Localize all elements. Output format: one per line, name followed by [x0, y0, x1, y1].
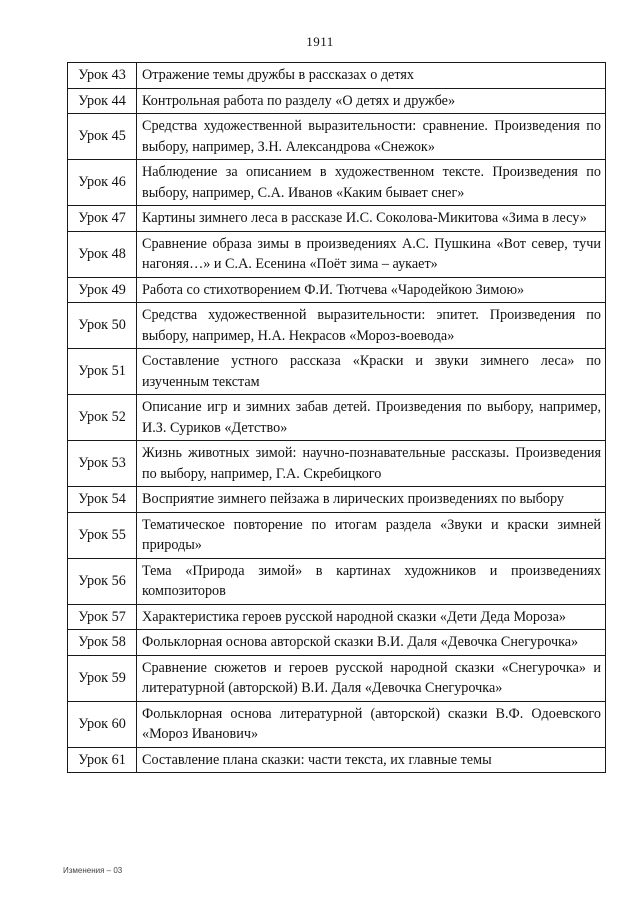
lesson-number-cell: Урок 51 [68, 349, 137, 395]
lesson-number-cell: Урок 49 [68, 277, 137, 303]
lesson-topic-cell: Составление устного рассказа «Краски и звуки зимнего леса» по изученным текстам [137, 349, 606, 395]
lesson-topic-cell: Сравнение образа зимы в произведениях А.С. Пушкина «Вот север, тучи нагоняя…» и С.А. Есенина «Поёт зима – аукает» [137, 231, 606, 277]
table-row [68, 747, 606, 773]
table-row [68, 487, 606, 513]
table-row [68, 395, 606, 441]
table-row [68, 604, 606, 630]
lesson-number-cell: Урок 60 [68, 701, 137, 747]
lesson-number-cell: Урок 46 [68, 160, 137, 206]
lesson-number-cell: Урок 56 [68, 558, 137, 604]
table-row [68, 277, 606, 303]
lesson-number-cell: Урок 43 [68, 63, 137, 89]
table-row [68, 231, 606, 277]
lesson-topic-cell: Тема «Природа зимой» в картинах художников и произведениях композиторов [137, 558, 606, 604]
lesson-number-cell: Урок 57 [68, 604, 137, 630]
table-row [68, 160, 606, 206]
lesson-number-cell: Урок 44 [68, 88, 137, 114]
table-row [68, 655, 606, 701]
lesson-topic-cell: Картины зимнего леса в рассказе И.С. Соколова-Микитова «Зима в лесу» [137, 206, 606, 232]
lesson-number-cell: Урок 47 [68, 206, 137, 232]
lessons-table-body [68, 63, 606, 773]
lesson-number-cell: Урок 55 [68, 512, 137, 558]
table-row [68, 114, 606, 160]
lesson-topic-cell: Характеристика героев русской народной сказки «Дети Деда Мороза» [137, 604, 606, 630]
table-row [68, 206, 606, 232]
table-row [68, 441, 606, 487]
lesson-topic-cell: Жизнь животных зимой: научно-познавательные рассказы. Произведения по выбору, например, Г.А. Скребицкого [137, 441, 606, 487]
table-row [68, 701, 606, 747]
table-row [68, 88, 606, 114]
lesson-number-cell: Урок 59 [68, 655, 137, 701]
table-row [68, 349, 606, 395]
page-number: 1911 [306, 34, 334, 49]
table-row [68, 63, 606, 89]
table-row [68, 630, 606, 656]
lesson-topic-cell: Контрольная работа по разделу «О детях и дружбе» [137, 88, 606, 114]
lesson-number-cell: Урок 52 [68, 395, 137, 441]
lesson-number-cell: Урок 61 [68, 747, 137, 773]
lesson-number-cell: Урок 50 [68, 303, 137, 349]
lesson-number-cell: Урок 54 [68, 487, 137, 513]
lesson-number-cell: Урок 53 [68, 441, 137, 487]
lesson-topic-cell: Фольклорная основа литературной (авторской) сказки В.Ф. Одоевского «Мороз Иванович» [137, 701, 606, 747]
lesson-topic-cell: Средства художественной выразительности: сравнение. Произведения по выбору, например, З.Н. Александрова «Снежок» [137, 114, 606, 160]
table-row [68, 303, 606, 349]
lesson-number-cell: Урок 48 [68, 231, 137, 277]
table-row [68, 558, 606, 604]
lesson-topic-cell: Тематическое повторение по итогам раздела «Звуки и краски зимней природы» [137, 512, 606, 558]
lesson-number-cell: Урок 45 [68, 114, 137, 160]
lesson-topic-cell: Наблюдение за описанием в художественном тексте. Произведения по выбору, например, С.А. Иванов «Каким бывает снег» [137, 160, 606, 206]
footer-note: Изменения – 03 [63, 866, 123, 875]
table-row [68, 512, 606, 558]
lesson-topic-cell: Средства художественной выразительности: эпитет. Произведения по выбору, например, Н.А. Некрасов «Мороз-воевода» [137, 303, 606, 349]
lesson-topic-cell: Восприятие зимнего пейзажа в лирических произведениях по выбору [137, 487, 606, 513]
lesson-number-cell: Урок 58 [68, 630, 137, 656]
lessons-table [67, 62, 606, 773]
lesson-topic-cell: Составление плана сказки: части текста, их главные темы [137, 747, 606, 773]
lesson-topic-cell: Работа со стихотворением Ф.И. Тютчева «Чародейкою Зимою» [137, 277, 606, 303]
lesson-topic-cell: Описание игр и зимних забав детей. Произведения по выбору, например, И.З. Суриков «Детство» [137, 395, 606, 441]
lesson-topic-cell: Отражение темы дружбы в рассказах о детях [137, 63, 606, 89]
lesson-topic-cell: Фольклорная основа авторской сказки В.И. Даля «Девочка Снегурочка» [137, 630, 606, 656]
lesson-topic-cell: Сравнение сюжетов и героев русской народной сказки «Снегурочка» и литературной (авторской) В.И. Даля «Девочка Снегурочка» [137, 655, 606, 701]
